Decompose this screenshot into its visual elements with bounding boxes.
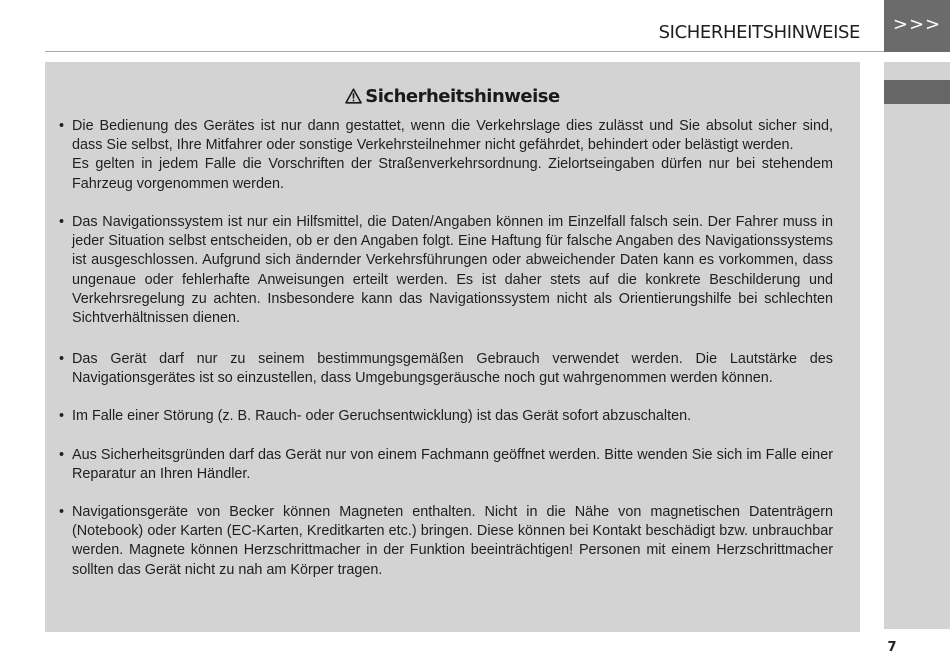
safety-item [59,503,833,580]
safety-item [59,407,833,426]
panel-heading [45,86,860,109]
safety-item [59,446,833,484]
item-paragraph: Das Gerät darf nur zu seinem bestimmungsgemäßen Gebrauch verwendet werden. Die Lautstärke des Navigationsgerätes ist so einzustellen, dass Umgebungsgeräusche noch gut wahrgenommen werden können. [72,351,833,387]
item-paragraph: Die Bedienung des Gerätes ist nur dann gestattet, wenn die Verkehrslage dies zulässt und Sie absolut sicher sind, dass Sie selbst, Ihre Mitfahrer oder sonstige Verkehrsteilnehmer nicht gefährdet, behindert oder belästigt werden. [72,118,833,154]
safety-item [59,117,833,194]
panel-title-text: Sicherheitshinweise [365,86,560,107]
section-title: SICHERHEITSHINWEISE [658,22,860,43]
next-arrows-icon: >>> [892,14,942,35]
bullet-mark: • [59,214,65,230]
safety-panel [45,62,860,632]
bullet-mark: • [59,408,65,424]
item-paragraph: Im Falle einer Störung (z. B. Rauch- oder Geruchsentwicklung) ist das Gerät sofort abzuschalten. [72,408,692,424]
bullet-mark: • [59,504,65,520]
bullet-mark: • [59,351,65,367]
warning-triangle-icon [345,88,362,109]
safety-item [59,350,833,388]
item-paragraph: Das Navigationssystem ist nur ein Hilfsmittel, die Daten/Angaben können im Einzelfall falsch sein. Der Fahrer muss in jeder Situation selbst entscheiden, ob er den Angaben folgt. Eine Haftung für falsche Angaben des Navigationssystems ist ausgeschlossen. Aufgrund sich ändernder Verkehrsführungen oder abweichender Daten kann es vorkommen, dass ungenaue oder fehlerhafte Anweisungen erteilt werden. Es ist daher stets auf die konkrete Beschilderung und Verkehrsregelung zu achten. Insbesondere kann das Navigationssystem nicht als Orientierungshilfe bei schlechten Sichtverhältnissen dienen. [72,214,833,327]
chapter-marker [884,80,950,104]
side-strip [884,62,950,629]
page-number: 7 [887,640,897,655]
header-divider [45,51,884,52]
item-paragraph: Es gelten in jedem Falle die Vorschriften der Straßenverkehrsordnung. Zielortseingaben dürfen nur bei stehendem Fahrzeug vorgenommen werden. [72,156,833,192]
safety-item [59,213,833,328]
next-page-tab[interactable] [884,0,950,52]
item-paragraph: Aus Sicherheitsgründen darf das Gerät nur von einem Fachmann geöffnet werden. Bitte wenden Sie sich im Falle einer Reparatur an Ihren Händler. [72,447,833,483]
item-paragraph: Navigationsgeräte von Becker können Magneten enthalten. Nicht in die Nähe von magnetischen Datenträgern (Notebook) oder Karten (EC-Karten, Kreditkarten etc.) bringen. Diese können bei Kontakt beschädigt bzw. unbrauchbar werden. Magnete können Herzschrittmacher in der Funktion beeinträchtigen! Personen mit einem Herzschrittmacher sollten das Gerät nicht zu nah am Körper tragen. [72,504,833,578]
bullet-mark: • [59,447,65,463]
bullet-mark: • [59,118,65,134]
